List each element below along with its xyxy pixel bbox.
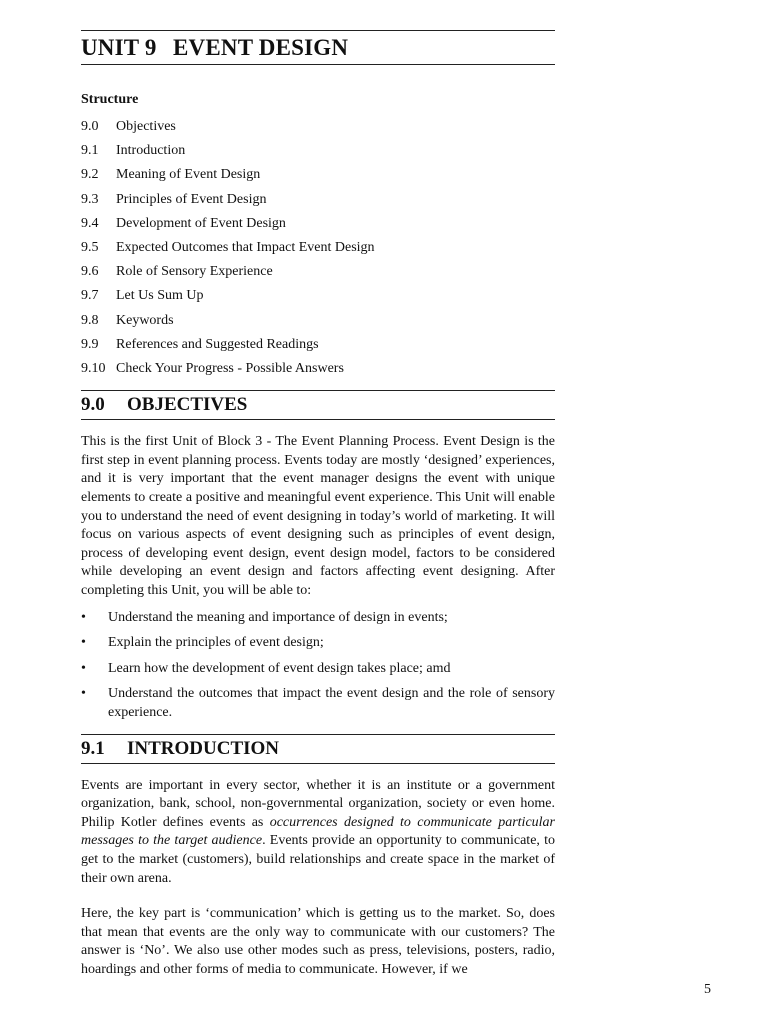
structure-item [81, 139, 555, 163]
kotler-definition: occurrences designed to communicate particular messages to the target audience [81, 814, 555, 849]
introduction-bottom-rule [81, 763, 555, 764]
structure-item-label: Let Us Sum Up [116, 288, 204, 304]
introduction-heading [81, 735, 555, 763]
objective-bullet-item [81, 609, 555, 628]
structure-item [81, 188, 555, 212]
intro-text-before: Events are important in every sector, whether it is an institute or a government organization, bank, school, non-governmental organization, society or even home. Philip Kotler defines events as [81, 777, 555, 830]
introduction-paragraph-1 [81, 777, 555, 889]
bullet-icon: • [81, 609, 86, 625]
structure-item-label: Objectives [116, 119, 176, 134]
structure-item-number: 9.7 [81, 288, 99, 304]
objective-bullet-item [81, 685, 555, 722]
structure-list [81, 115, 555, 381]
objectives-paragraph: This is the first Unit of Block 3 - The Event Planning Process. Event Design is the first step in event planning process. Events today are mostly ‘designed’ experiences, and it is very important that the event manager designs the event with unique elements to create a positive and meaningful event experience. This Unit will enable you to understand the need of event designing in today’s world of marketing. It will focus on various aspects of event designing such as principles of event design, process of developing event design, event design model, factors to be considered while developing an event design and factors affecting event designing. After completing this Unit, you will be able to: [81, 434, 555, 598]
structure-item-number: 9.8 [81, 312, 99, 328]
page-number: 5 [704, 982, 711, 997]
structure-item-label: Role of Sensory Experience [116, 264, 273, 280]
bullet-icon: • [81, 635, 86, 651]
structure-item [81, 260, 555, 284]
introduction-title: INTRODUCTION [127, 737, 280, 759]
objective-bullet-text: Explain the principles of event design; [108, 635, 324, 651]
objective-bullet-text: Understand the meaning and importance of design in events; [108, 609, 448, 625]
structure-item-label: Introduction [116, 143, 186, 159]
structure-item [81, 284, 555, 308]
structure-item-number: 9.5 [81, 240, 99, 256]
structure-item [81, 236, 555, 260]
structure-heading: Structure [81, 92, 139, 107]
structure-item [81, 357, 555, 381]
bullet-icon: • [81, 660, 86, 676]
unit-title-text: EVENT DESIGN [173, 35, 349, 60]
structure-item-number: 9.2 [81, 167, 99, 183]
objective-bullet-text: Understand the outcomes that impact the event design and the role of sensory experience. [108, 686, 555, 720]
structure-item-label: Principles of Event Design [116, 191, 267, 207]
structure-item [81, 115, 555, 139]
bullet-icon: • [81, 686, 86, 702]
structure-item-number: 9.3 [81, 191, 99, 207]
structure-item [81, 333, 555, 357]
structure-item-label: Keywords [116, 312, 174, 328]
objective-bullet-text: Learn how the development of event design takes place; amd [108, 660, 451, 676]
structure-item-label: Expected Outcomes that Impact Event Design [116, 240, 375, 256]
introduction-number: 9.1 [81, 737, 105, 759]
structure-item [81, 309, 555, 333]
structure-item-label: Check Your Progress - Possible Answers [116, 361, 344, 377]
structure-item-number: 9.0 [81, 119, 99, 134]
structure-item-label: Development of Event Design [116, 215, 286, 231]
introduction-paragraph-2: Here, the key part is ‘communication’ which is getting us to the market. So, does that mean that events are the only way to communicate with our customers? The answer is ‘No’. We also use other modes such as press, televisions, posters, radio, hoardings and other forms of media to communicate. However, if we [81, 906, 555, 977]
intro-text-after: . Events provide an opportunity to communicate, to get to the market (customers), build relationships and create space in the market of their own arena. [81, 833, 555, 886]
structure-item-number: 9.6 [81, 264, 99, 280]
structure-item-number: 9.10 [81, 361, 106, 377]
objective-bullet-item [81, 660, 555, 679]
objectives-title: OBJECTIVES [127, 394, 248, 416]
structure-item [81, 163, 555, 187]
structure-item-number: 9.9 [81, 336, 99, 352]
objectives-bullet-list [81, 609, 555, 723]
objectives-number: 9.0 [81, 394, 105, 416]
unit-title-rule [81, 64, 555, 65]
objectives-bottom-rule [81, 419, 555, 420]
objective-bullet-item [81, 634, 555, 653]
document-page [81, 30, 555, 979]
structure-item-label: References and Suggested Readings [116, 336, 319, 352]
structure-item [81, 212, 555, 236]
unit-number: UNIT 9 [81, 35, 157, 60]
structure-item-number: 9.4 [81, 215, 99, 231]
structure-item-label: Meaning of Event Design [116, 167, 261, 183]
unit-title [81, 31, 555, 64]
structure-item-number: 9.1 [81, 143, 99, 159]
objectives-heading [81, 391, 555, 419]
